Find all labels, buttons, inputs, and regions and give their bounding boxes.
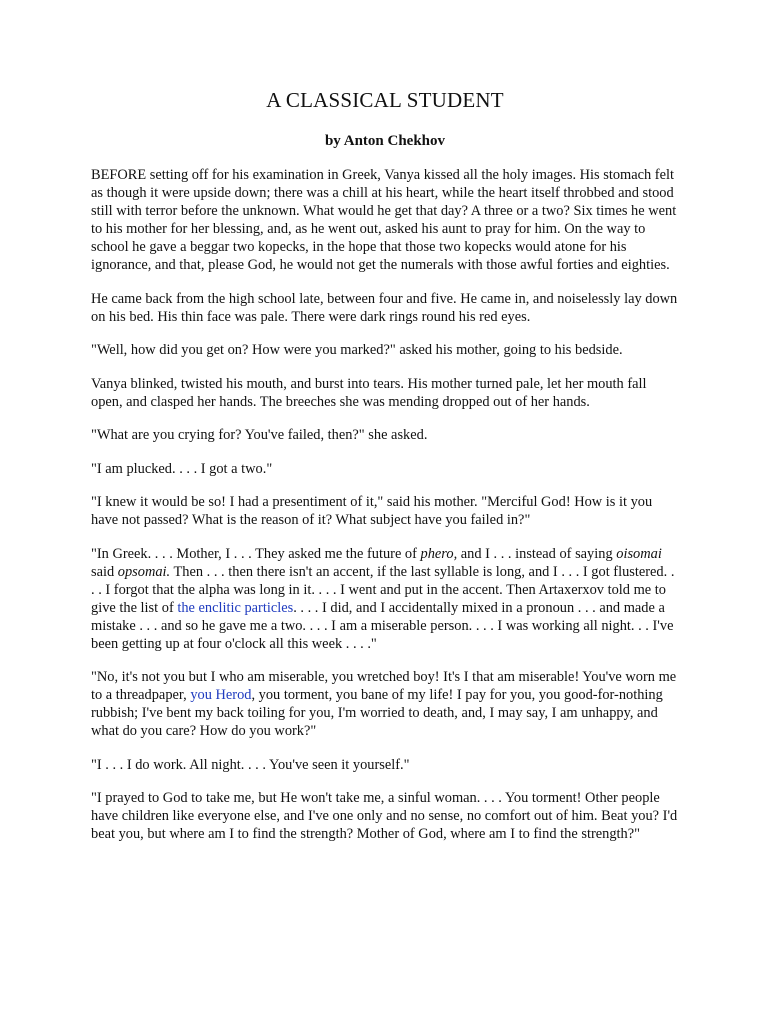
text-run: "I knew it would be so! I had a presentiment of it," said his mother. "Merciful God! How is it you have not passed? What is the reason of it? What subject have you failed in?" — [91, 494, 653, 528]
text-run: He came back from the high school late, between four and five. He came in, and noiselessly lay down on his bed. His thin face was pale. There were dark rings round his red eyes. — [91, 290, 678, 325]
text-run: "In Greek. . . . Mother, I . . . They asked me the future of — [91, 545, 421, 562]
story-paragraph — [91, 460, 679, 478]
italic-term: opsomai. — [117, 563, 171, 580]
story-paragraph — [91, 426, 679, 444]
text-run: "No, it's not you but I who am miserable, you wretched boy! It's I that am miserable! You've worn me to a threadpaper, — [91, 669, 677, 703]
text-run: "What are you crying for? You've failed, then?" she asked. — [91, 427, 428, 443]
story-paragraph — [91, 493, 679, 529]
story-body — [91, 166, 679, 843]
story-paragraph — [91, 375, 679, 411]
you-herod-link[interactable]: you Herod — [190, 687, 252, 703]
story-paragraph — [91, 789, 679, 843]
text-run: BEFORE setting off for his examination in Greek, Vanya kissed all the holy images. His stomach felt as though it were upside down; there was a chill at his heart, while the heart itself throbbed and stood still with terror before the unknown. What would he get that day? A three or a two? Six times he went to his mother for her blessing, and, as he went out, asked his aunt to pray for him. On the way to school he gave a beggar two kopecks, in the hope that those two kopecks would atone for his ignorance, and that, please God, he would not get the numerals with those awful forties and eighties. — [91, 167, 677, 273]
story-paragraph — [91, 668, 679, 740]
enclitic-particles-link[interactable]: the enclitic particles — [177, 599, 294, 616]
author-byline: by Anton Chekhov — [324, 133, 446, 149]
italic-term: oisomai — [616, 545, 662, 562]
text-run: "I prayed to God to take me, but He won't take me, a sinful woman. . . . You torment! Other people have children like everyone else, and I've one only and no sense, no comfort out of him. Beat you? I'd beat you, but where am I to find the strength? Mother of God, where am I to find the strength?" — [91, 790, 678, 842]
story-paragraph — [91, 290, 679, 326]
text-run: . . . . I did, and I accidentally mixed in a pronoun . . . and made a mistake . . . and so he gave me a two. . . . I am a miserable person. . . . I was working all night. . . I've been getting up at four o'clock all this week . . . ." — [91, 599, 674, 652]
text-run: , you torment, you bane of my life! I pay for you, you good-for-nothing rubbish; I've bent my back toiling for you, I'm worried to death, and, I may say, I am unhappy, and what do you care? How do you work?" — [91, 687, 663, 739]
story-paragraph — [91, 545, 679, 653]
text-run: Vanya blinked, twisted his mouth, and burst into tears. His mother turned pale, let her mouth fall open, and clasped her hands. The breeches she was mending dropped out of her hands. — [91, 375, 647, 410]
story-paragraph — [91, 341, 679, 359]
italic-term: phero, — [420, 545, 458, 562]
story-paragraph — [91, 166, 679, 274]
document-page — [91, 88, 679, 859]
text-run: and I . . . instead of saying — [457, 545, 617, 562]
text-run: said — [91, 563, 118, 580]
text-run: Then . . . then there isn't an accent, if the last syllable is long, and I . . . I got flustered. . . . I forgot that the alpha was long in it. . . . I went and put in the accent. Then Artaxerxov told me to give the list of — [91, 563, 675, 616]
text-run: "I . . . I do work. All night. . . . You've seen it yourself." — [91, 756, 410, 773]
text-run: "Well, how did you get on? How were you marked?" asked his mother, going to his bedside. — [91, 342, 623, 358]
text-run: "I am plucked. . . . I got a two." — [91, 460, 273, 477]
document-title: A CLASSICAL STUDENT — [266, 88, 504, 112]
story-paragraph — [91, 756, 679, 774]
